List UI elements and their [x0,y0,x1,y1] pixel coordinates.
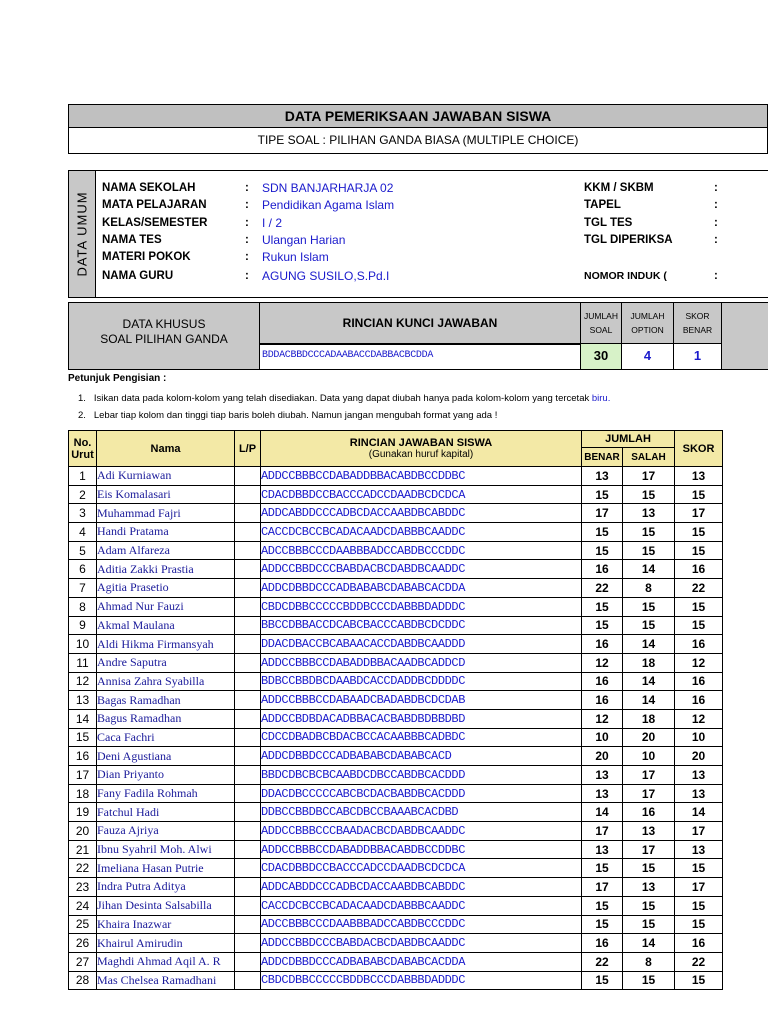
salah-count: 15 [623,616,675,635]
benar-count: 13 [582,467,623,486]
right-field-colon: : [714,270,718,282]
table-row [69,691,768,710]
student-gender[interactable] [235,952,261,971]
table-row [69,896,768,915]
salah-count: 17 [623,784,675,803]
benar-count: 12 [582,709,623,728]
row-number: 21 [69,840,97,859]
skor-value: 15 [675,597,723,616]
salah-count: 15 [623,485,675,504]
row-number: 11 [69,653,97,672]
field-value[interactable]: Rukun Islam [262,250,329,264]
row-number: 27 [69,952,97,971]
student-answers[interactable]: ADDCDBBDCCCADBABABCDABABCACDDA [261,579,582,598]
student-answers[interactable]: BBCCDBBACCDCABCBACCCABDBCDCDDC [261,616,582,635]
salah-count: 13 [623,878,675,897]
right-field-label: KKM / SKBM [584,182,654,194]
student-gender[interactable] [235,934,261,953]
student-gender[interactable] [235,728,261,747]
student-answers[interactable]: ADDCCBBBCCDABADDBBACABDBCCDDBC [261,467,582,486]
field-label: KELAS/SEMESTER [102,217,208,229]
salah-count: 15 [623,859,675,878]
student-answers[interactable]: ADDCCBBBCCDABADDBBACAADBCADDCD [261,653,582,672]
page-subtitle: TIPE SOAL : PILIHAN GANDA BIASA (MULTIPLE CHOICE) [68,128,768,154]
student-gender[interactable] [235,878,261,897]
row-number: 14 [69,709,97,728]
student-gender[interactable] [235,523,261,542]
student-gender[interactable] [235,896,261,915]
benar-count: 12 [582,653,623,672]
student-name[interactable]: Mas Chelsea Ramadhani [97,971,235,990]
skor-value: 12 [675,709,723,728]
student-answers[interactable]: BDBCCBBDBCDAABDCACCDADDBCDDDDC [261,672,582,691]
student-name[interactable]: Caca Fachri [97,728,235,747]
skor-value: 13 [675,840,723,859]
student-gender[interactable] [235,467,261,486]
table-row [69,859,768,878]
skor-value: 17 [675,822,723,841]
field-colon: : [245,270,249,282]
table-row [69,971,768,990]
student-name[interactable]: Handi Pratama [97,523,235,542]
student-gender[interactable] [235,635,261,654]
row-number: 22 [69,859,97,878]
row-number: 9 [69,616,97,635]
rincian-kunci-header: RINCIAN KUNCI JAWABAN [260,302,581,344]
skor-value: 14 [675,803,723,822]
right-field-label: TAPEL [584,199,621,211]
student-answers[interactable]: ADDCABDDCCCADBCDACCAABDBCABDDC [261,504,582,523]
student-gender[interactable] [235,859,261,878]
student-gender[interactable] [235,653,261,672]
benar-count: 17 [582,504,623,523]
benar-count: 15 [582,915,623,934]
salah-count: 17 [623,467,675,486]
table-row [69,467,768,486]
student-gender[interactable] [235,691,261,710]
row-number: 10 [69,635,97,654]
benar-count: 22 [582,952,623,971]
row-number: 26 [69,934,97,953]
row-number: 5 [69,541,97,560]
row-number: 19 [69,803,97,822]
table-row [69,709,768,728]
skor-value: 16 [675,635,723,654]
row-number: 24 [69,896,97,915]
salah-count: 15 [623,541,675,560]
field-label: NAMA SEKOLAH [102,182,196,194]
student-answer-table [68,430,768,990]
row-number: 6 [69,560,97,579]
student-gender[interactable] [235,803,261,822]
student-name[interactable]: Andre Saputra [97,653,235,672]
skor-value: 16 [675,672,723,691]
salah-count: 16 [623,803,675,822]
student-answers[interactable]: ADDCCBBDCCCBABDACBCDABDBCAADDC [261,934,582,953]
field-colon: : [245,251,249,263]
student-gender[interactable] [235,504,261,523]
field-label: MATA PELAJARAN [102,199,207,211]
salah-count: 14 [623,560,675,579]
field-label: MATERI POKOK [102,251,191,263]
student-name[interactable]: Akmal Maulana [97,616,235,635]
col-header-rincian: RINCIAN JAWABAN SISWA (Gunakan huruf kapital) [261,431,582,467]
student-answers[interactable]: ADDCDBBDCCCADBABABCDABABCACD [261,747,582,766]
student-name[interactable]: Dian Priyanto [97,766,235,785]
field-value[interactable]: SDN BANJARHARJA 02 [262,181,394,195]
benar-count: 13 [582,784,623,803]
salah-count: 20 [623,728,675,747]
student-name[interactable]: Khaira Inazwar [97,915,235,934]
benar-count: 13 [582,840,623,859]
field-value[interactable]: I / 2 [262,216,283,230]
student-answers[interactable]: CDACDBBDCCBACCCADCCDAADBCDCDCA [261,485,582,504]
petunjuk-item-2: 2. Lebar tiap kolom dan tinggi tiap baris boleh diubah. Namun jangan mengubah format yang ada ! [78,410,498,421]
table-row [69,485,768,504]
page-title: DATA PEMERIKSAAN JAWABAN SISWA [68,104,768,128]
table-row [69,840,768,859]
benar-count: 22 [582,579,623,598]
benar-count: 20 [582,747,623,766]
col-header-benar: BENAR [582,448,623,467]
row-number: 7 [69,579,97,598]
student-gender[interactable] [235,485,261,504]
field-value[interactable]: Pendidikan Agama Islam [262,198,395,212]
student-name[interactable]: Agitia Prasetio [97,579,235,598]
skor-value: 16 [675,691,723,710]
student-answers[interactable]: CDACDBBDCCBACCCADCCDAADBCDCDCA [261,859,582,878]
salah-count: 14 [623,672,675,691]
table-row [69,616,768,635]
data-umum-side-label: DATA UMUM [68,170,96,298]
salah-count: 8 [623,579,675,598]
right-field-label: NOMOR INDUK ( [584,270,667,282]
skor-value: 13 [675,784,723,803]
table-row [69,822,768,841]
field-label: NAMA TES [102,234,162,246]
row-number: 20 [69,822,97,841]
skor-value: 22 [675,579,723,598]
table-row [69,597,768,616]
answer-key-input[interactable]: BDDACBBDCCCADAABACCDABBACBCDDA [260,344,581,370]
benar-count: 15 [582,896,623,915]
student-name[interactable]: Fatchul Hadi [97,803,235,822]
student-gender[interactable] [235,597,261,616]
right-field-colon: : [714,234,718,246]
field-label: NAMA GURU [102,270,174,282]
col-header-skor: SKOR [675,431,723,467]
benar-count: 15 [582,523,623,542]
student-answers[interactable]: CBDCDBBCCCCCBDDBCCCDABBBDADDDC [261,597,582,616]
student-answers[interactable]: ADDCABDDCCCADBCDACCAABDBCABDDC [261,878,582,897]
salah-count: 15 [623,971,675,990]
student-gender[interactable] [235,915,261,934]
row-number: 15 [69,728,97,747]
salah-count: 13 [623,504,675,523]
student-answers[interactable]: ADCCBBBCCCDAABBBADCCABDBCCCDDC [261,915,582,934]
row-number: 23 [69,878,97,897]
skor-value: 15 [675,485,723,504]
right-field-colon: : [714,182,718,194]
benar-count: 16 [582,560,623,579]
jumlah-option-header: JUMLAH OPTION [622,302,674,344]
student-answers[interactable]: ADDCCBBBCCDABADDBBACABDBCCDDBC [261,840,582,859]
benar-count: 16 [582,934,623,953]
data-khusus-label: DATA KHUSUS SOAL PILIHAN GANDA [68,302,260,370]
table-row [69,934,768,953]
skor-value: 10 [675,728,723,747]
field-value[interactable]: Ulangan Harian [262,233,346,247]
right-field-colon: : [714,217,718,229]
student-name[interactable]: Adi Kurniawan [97,467,235,486]
student-name[interactable]: Aldi Hikma Firmansyah [97,635,235,654]
student-gender[interactable] [235,971,261,990]
student-name[interactable]: Deni Agustiana [97,747,235,766]
student-answers[interactable]: ADDCDBBDCCCADBABABCDABABCACDDA [261,952,582,971]
skor-benar-header: SKOR BENAR [674,302,722,344]
student-name[interactable]: Bagas Ramadhan [97,691,235,710]
col-header-nama: Nama [97,431,235,467]
skor-value: 16 [675,934,723,953]
salah-count: 10 [623,747,675,766]
salah-count: 14 [623,691,675,710]
table-row [69,784,768,803]
benar-count: 10 [582,728,623,747]
salah-count: 14 [623,934,675,953]
petunjuk-title: Petunjuk Pengisian : [68,373,167,384]
table-row [69,541,768,560]
skor-value: 22 [675,952,723,971]
student-answers[interactable]: CACCDCBCCBCADACAADCDABBBCAADDC [261,896,582,915]
student-answers[interactable]: DDBCCBBDBCCABCDBCCBAAABCACDBD [261,803,582,822]
benar-count: 17 [582,822,623,841]
field-value[interactable]: AGUNG SUSILO,S.Pd.I [262,269,390,283]
student-answers[interactable]: ADDCCBDBDACADBBACACBABDBDBBDBD [261,709,582,728]
student-answers[interactable]: CDCCDBADBCBDACBCCACAABBBCADBDC [261,728,582,747]
table-row [69,672,768,691]
student-gender[interactable] [235,560,261,579]
benar-count: 16 [582,635,623,654]
row-number: 1 [69,467,97,486]
skor-value: 15 [675,971,723,990]
student-name[interactable]: Bagus Ramadhan [97,709,235,728]
skor-value: 13 [675,467,723,486]
student-gender[interactable] [235,709,261,728]
benar-count: 15 [582,859,623,878]
table-row [69,728,768,747]
student-name[interactable]: Ibnu Syahril Moh. Alwi [97,840,235,859]
student-gender[interactable] [235,616,261,635]
table-row [69,579,768,598]
student-gender[interactable] [235,822,261,841]
benar-count: 14 [582,803,623,822]
benar-count: 15 [582,541,623,560]
student-answers[interactable]: CBDCDBBCCCCCBDDBCCCDABBBDADDDC [261,971,582,990]
student-answers[interactable]: ADDCCBBBCCCBAADACBCDABDBCAADDC [261,822,582,841]
student-answers[interactable]: ADDCCBBDCCCBABDACBCDABDBCAADDC [261,560,582,579]
row-number: 28 [69,971,97,990]
skor-value: 15 [675,859,723,878]
table-row [69,635,768,654]
benar-count: 13 [582,766,623,785]
row-number: 25 [69,915,97,934]
row-number: 13 [69,691,97,710]
student-name[interactable]: Fany Fadila Rohmah [97,784,235,803]
table-row [69,523,768,542]
skor-value: 15 [675,616,723,635]
salah-count: 15 [623,597,675,616]
table-row [69,747,768,766]
skor-value: 15 [675,523,723,542]
row-number: 2 [69,485,97,504]
skor-value: 16 [675,560,723,579]
row-number: 17 [69,766,97,785]
col-header-jumlah: JUMLAH [582,431,675,448]
field-colon: : [245,234,249,246]
student-answers[interactable]: DDACDBACCBCABAACACCDABDBCAADDD [261,635,582,654]
salah-count: 17 [623,766,675,785]
student-answers[interactable]: ADCCBBBCCCDAABBBADCCABDBCCCDDC [261,541,582,560]
table-row [69,878,768,897]
benar-count: 15 [582,597,623,616]
table-row [69,653,768,672]
row-number: 8 [69,597,97,616]
salah-count: 13 [623,822,675,841]
student-name[interactable]: Aditia Zakki Prastia [97,560,235,579]
table-row [69,504,768,523]
student-gender[interactable] [235,579,261,598]
row-number: 12 [69,672,97,691]
student-answers[interactable]: CACCDCBCCBCADACAADCDABBBCAADDC [261,523,582,542]
skor-value: 15 [675,541,723,560]
student-answers[interactable]: ADDCCBBBCCDABAADCBADABDBCDCDAB [261,691,582,710]
table-row [69,915,768,934]
skor-value: 17 [675,878,723,897]
col-header-no: No. Urut [69,431,97,467]
student-name[interactable]: Indra Putra Aditya [97,878,235,897]
student-name[interactable]: Fauza Ajriya [97,822,235,841]
benar-count: 15 [582,971,623,990]
table-row [69,766,768,785]
skor-value: 13 [675,766,723,785]
student-gender[interactable] [235,766,261,785]
salah-count: 14 [623,635,675,654]
salah-count: 15 [623,523,675,542]
field-colon: : [245,182,249,194]
salah-count: 18 [623,709,675,728]
benar-count: 15 [582,485,623,504]
student-name[interactable]: Annisa Zahra Syabilla [97,672,235,691]
row-number: 18 [69,784,97,803]
jumlah-option-input[interactable]: 4 [622,344,674,370]
salah-count: 15 [623,896,675,915]
student-name[interactable]: Jihan Desinta Salsabilla [97,896,235,915]
row-number: 3 [69,504,97,523]
right-field-label: TGL TES [584,217,633,229]
student-name[interactable]: Ahmad Nur Fauzi [97,597,235,616]
student-gender[interactable] [235,672,261,691]
row-number: 16 [69,747,97,766]
salah-count: 15 [623,915,675,934]
skor-value: 12 [675,653,723,672]
student-name[interactable]: Imeliana Hasan Putrie [97,859,235,878]
benar-count: 16 [582,672,623,691]
table-row [69,560,768,579]
student-name[interactable]: Eis Komalasari [97,485,235,504]
jumlah-soal-value: 30 [581,344,622,370]
student-name[interactable]: Maghdi Ahmad Aqil A. R [97,952,235,971]
salah-count: 8 [623,952,675,971]
student-gender[interactable] [235,840,261,859]
table-row [69,952,768,971]
student-gender[interactable] [235,784,261,803]
benar-count: 16 [582,691,623,710]
student-name[interactable]: Khairul Amirudin [97,934,235,953]
table-row [69,803,768,822]
col-header-salah: SALAH [623,448,675,467]
student-gender[interactable] [235,747,261,766]
student-answers[interactable]: BBDCDBCBCBCAABDCDBCCABDBCACDDD [261,766,582,785]
salah-count: 17 [623,840,675,859]
student-name[interactable]: Adam Alfareza [97,541,235,560]
skor-benar-input[interactable]: 1 [674,344,722,370]
skor-value: 17 [675,504,723,523]
field-colon: : [245,217,249,229]
skor-value: 20 [675,747,723,766]
petunjuk-item-1: 1. Isikan data pada kolom-kolom yang telah disediakan. Data yang dapat diubah hanya pada kolom-kolom yang tercetak biru. [78,393,611,404]
field-colon: : [245,199,249,211]
skor-value: 15 [675,896,723,915]
student-gender[interactable] [235,541,261,560]
jumlah-soal-header: JUMLAH SOAL [581,302,622,344]
row-number: 4 [69,523,97,542]
benar-count: 15 [582,616,623,635]
student-answers[interactable]: DDACDBCCCCCABCBCDACBABDBCACDDD [261,784,582,803]
skor-value: 15 [675,915,723,934]
right-field-colon: : [714,199,718,211]
col-header-lp: L/P [235,431,261,467]
salah-count: 18 [623,653,675,672]
student-name[interactable]: Muhammad Fajri [97,504,235,523]
benar-count: 17 [582,878,623,897]
right-field-label: TGL DIPERIKSA [584,234,673,246]
